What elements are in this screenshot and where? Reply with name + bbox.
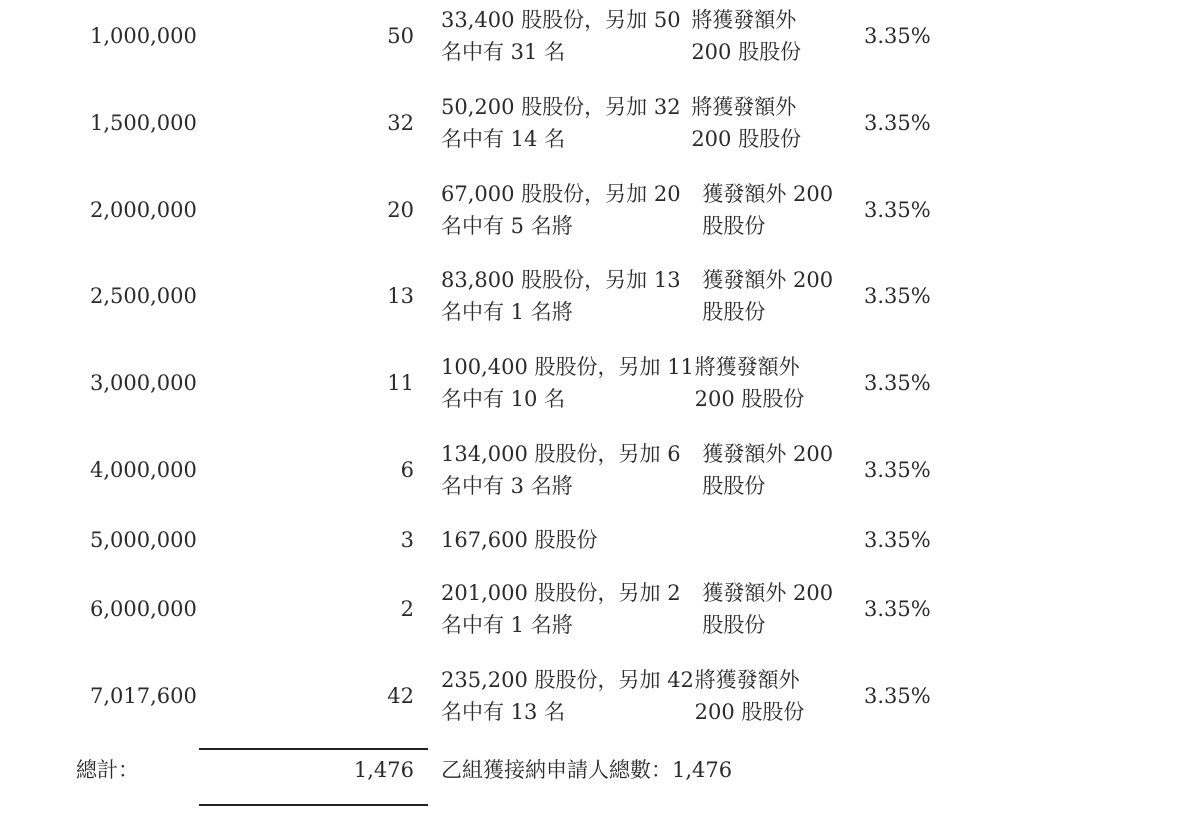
shares-applied-cell: 1,000,000 [90,24,197,48]
valid-applications-cell: 11 [387,371,414,395]
valid-applications-cell: 50 [387,24,414,48]
allotment-basis-line: 201,000 股股份，另加 2 名中有 1 名將 [441,581,681,637]
allotment-basis-cell [441,87,841,159]
allotment-basis-cell [441,434,841,506]
valid-applications-cell: 6 [400,458,414,482]
valid-applications-cell: 2 [400,597,414,621]
table-row [0,347,1179,419]
table-row [0,504,1179,576]
shares-applied-cell: 7,017,600 [90,684,197,708]
table-row [0,434,1179,506]
table-row [0,573,1179,645]
table-row [0,174,1179,246]
valid-applications-cell: 13 [387,284,414,308]
allotment-basis-line: 50,200 股股份，另加 32 名中有 14 名 [441,95,681,151]
allotment-basis-line: 167,600 股股份 [441,528,598,552]
allotment-basis-line: 將獲發額外 200 股股份 [691,8,802,64]
allotment-basis-line: 235,200 股股份，另加 42 名中有 13 名 [441,668,694,724]
allotment-basis-cell [441,260,841,332]
table-row [0,0,1179,72]
allotment-basis-cell [441,347,841,419]
allotment-percentage-cell: 3.35% [864,24,931,48]
allotment-basis-line: 獲發額外 200 股股份 [702,581,834,637]
total-count: 1,476 [353,758,414,782]
allotment-basis-line: 獲發額外 200 股股份 [702,182,834,238]
shares-applied-cell: 1,500,000 [90,111,197,135]
allotment-basis-cell [441,660,841,732]
allotment-percentage-cell: 3.35% [864,111,931,135]
allotment-basis-line: 獲發額外 200 股股份 [702,268,834,324]
valid-applications-cell: 3 [400,528,414,552]
valid-applications-cell: 32 [387,111,414,135]
allotment-percentage-cell: 3.35% [864,528,931,552]
shares-applied-cell: 3,000,000 [90,371,197,395]
allotment-basis-line: 將獲發額外 200 股股份 [691,95,802,151]
allotment-basis-line: 134,000 股股份，另加 6 名中有 3 名將 [441,442,681,498]
total-label: 總計： [76,758,139,782]
allotment-basis-cell [441,504,841,576]
total-successful-applicants: 乙組獲接納申請人總數：1,476 [441,758,733,782]
shares-applied-cell: 2,000,000 [90,198,197,222]
table-row [0,660,1179,732]
allotment-basis-cell [441,573,841,645]
allotment-basis-line: 將獲發額外 200 股股份 [694,355,805,411]
allotment-basis-cell [441,174,841,246]
valid-applications-cell: 20 [387,198,414,222]
allotment-basis-line: 100,400 股股份，另加 11 名中有 10 名 [441,355,694,411]
allotment-basis-cell [441,0,841,72]
table-row [0,260,1179,332]
shares-applied-cell: 4,000,000 [90,458,197,482]
shares-applied-cell: 2,500,000 [90,284,197,308]
shares-applied-cell: 5,000,000 [90,528,197,552]
allotment-percentage-cell: 3.35% [864,284,931,308]
shares-applied-cell: 6,000,000 [90,597,197,621]
valid-applications-cell: 42 [387,684,414,708]
table-row [0,87,1179,159]
allotment-basis-line: 33,400 股股份，另加 50 名中有 31 名 [441,8,681,64]
total-bottom-rule [199,804,428,806]
allotment-basis-line: 獲發額外 200 股股份 [702,442,834,498]
total-top-rule [199,748,428,750]
allotment-percentage-cell: 3.35% [864,458,931,482]
allotment-basis-line: 67,000 股股份，另加 20 名中有 5 名將 [441,182,681,238]
allotment-basis-line: 將獲發額外 200 股股份 [694,668,805,724]
allotment-percentage-cell: 3.35% [864,198,931,222]
allotment-percentage-cell: 3.35% [864,371,931,395]
allotment-percentage-cell: 3.35% [864,597,931,621]
allotment-basis-line: 83,800 股股份，另加 13 名中有 1 名將 [441,268,681,324]
allotment-percentage-cell: 3.35% [864,684,931,708]
